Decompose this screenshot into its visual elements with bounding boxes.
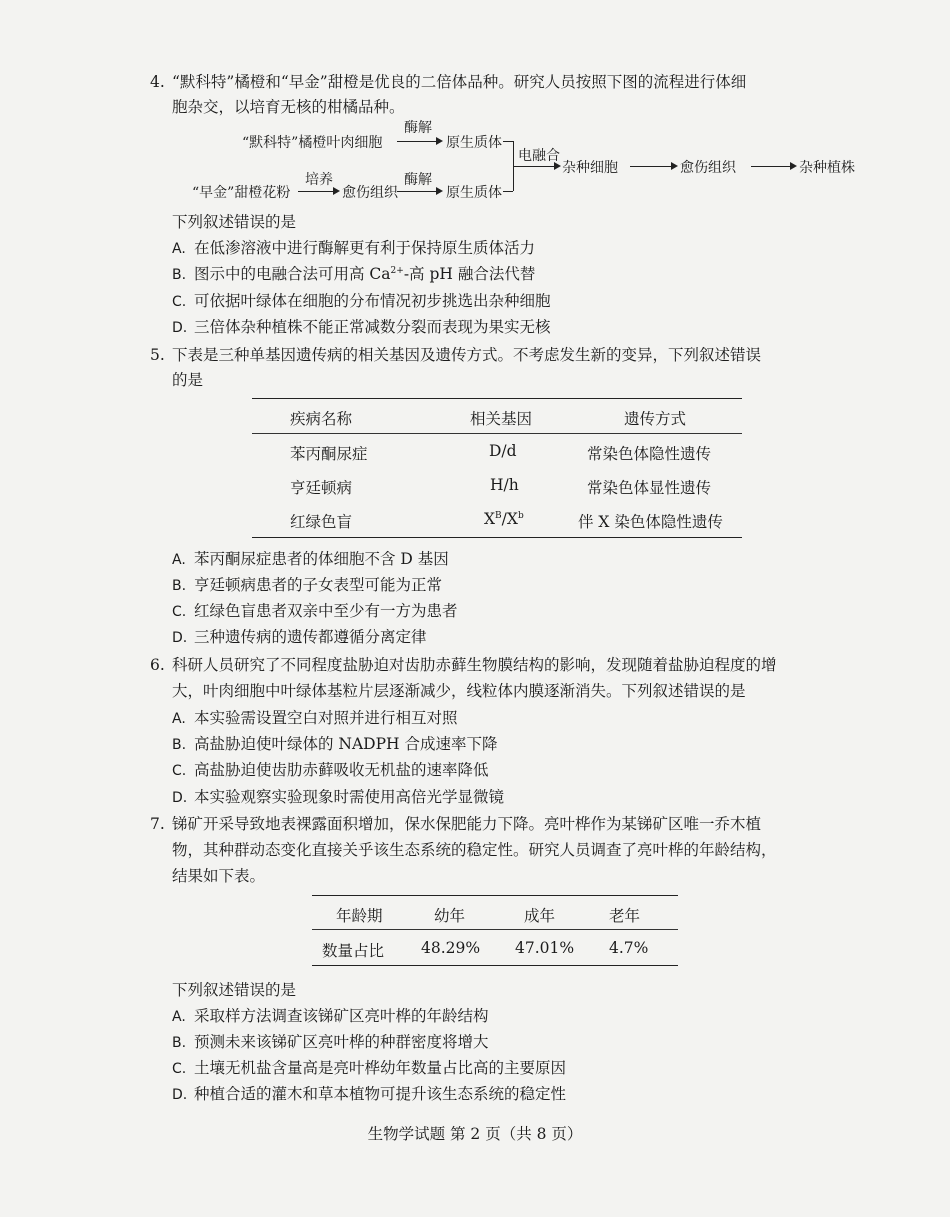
q7-number: 7. bbox=[150, 815, 165, 833]
diagram-hybrid-plant: 杂种植株 bbox=[799, 160, 855, 176]
q4-line2: 胞杂交，以培育无核的柑橘品种。 bbox=[172, 98, 405, 116]
arrow-culture bbox=[298, 191, 338, 192]
q6-option-b-text: 高盐胁迫使叶绿体的 NADPH 合成速率下降 bbox=[194, 735, 498, 753]
diagram-proto2: 原生质体 bbox=[446, 185, 502, 201]
arrow-to-plant bbox=[751, 166, 795, 167]
q5-option-a-text: 苯丙酮尿症患者的体细胞不含 D 基因 bbox=[194, 550, 449, 568]
q4-option-b-key: B. bbox=[172, 267, 187, 283]
q7-header-adult: 成年 bbox=[524, 907, 556, 925]
q7-option-c-key: C. bbox=[172, 1061, 187, 1077]
q4-text1: “默科特”橘橙和“早金”甜橙是优良的二倍体品种。研究人员按照下图的流程进行体细 bbox=[172, 73, 747, 91]
q6-line1 bbox=[150, 653, 777, 675]
q5-row3-disease: 红绿色盲 bbox=[290, 513, 353, 531]
q7-header-old: 老年 bbox=[609, 907, 641, 925]
q4-option-c-text: 可依据叶绿体在细胞的分布情况初步挑选出杂种细胞 bbox=[194, 292, 551, 310]
q4-option-a bbox=[172, 236, 535, 258]
q4-number: 4. bbox=[150, 73, 165, 91]
q4-stem: 下列叙述错误的是 bbox=[172, 213, 297, 231]
q7-table-mid-rule bbox=[312, 929, 678, 930]
arrow-fusion bbox=[513, 166, 559, 167]
q5-header-disease: 疾病名称 bbox=[290, 410, 353, 428]
diagram-proto1: 原生质体 bbox=[446, 135, 502, 151]
q7-header-young: 幼年 bbox=[434, 907, 466, 925]
q7-line3: 结果如下表。 bbox=[172, 867, 266, 885]
q7-option-c-text: 土壤无机盐含量高是亮叶桦幼年数量占比高的主要原因 bbox=[194, 1059, 567, 1077]
q5-line1 bbox=[150, 343, 761, 365]
diagram-enzyme2: 酶解 bbox=[404, 172, 432, 188]
q4-option-b bbox=[172, 262, 535, 284]
diagram-callus-mid: 愈伤组织 bbox=[342, 185, 398, 201]
q5-gene-sup-b: B bbox=[495, 511, 502, 521]
q5-header-gene: 相关基因 bbox=[470, 410, 533, 428]
q4-option-a-text: 在低渗溶液中进行酶解更有利于保持原生质体活力 bbox=[194, 239, 536, 257]
q5-table-bottom-rule bbox=[252, 537, 742, 538]
q6-option-c-key: C. bbox=[172, 763, 187, 779]
q7-row-old: 4.7% bbox=[609, 939, 649, 957]
q4-option-c bbox=[172, 289, 551, 311]
q7-option-a-text: 采取样方法调查该锑矿区亮叶桦的年龄结构 bbox=[194, 1007, 489, 1025]
q7-option-a-key: A. bbox=[172, 1009, 186, 1025]
diagram-enzyme1: 酶解 bbox=[404, 120, 432, 136]
q5-gene-sup-b-small: b bbox=[517, 511, 524, 521]
q5-row3-mode: 伴 X 染色体隐性遗传 bbox=[578, 513, 723, 531]
q7-option-c bbox=[172, 1056, 566, 1078]
q7-line2: 物，其种群动态变化直接关乎该生态系统的稳定性。研究人员调查了亮叶桦的年龄结构， bbox=[172, 841, 777, 859]
q5-option-b-key: B. bbox=[172, 578, 187, 594]
q5-row2-disease: 亨廷顿病 bbox=[290, 479, 353, 497]
q7-stem: 下列叙述错误的是 bbox=[172, 981, 297, 999]
q7-option-b-key: B. bbox=[172, 1035, 187, 1051]
q5-header-mode: 遗传方式 bbox=[624, 410, 687, 428]
q5-row2-gene: H/h bbox=[490, 476, 519, 494]
bracket-bottom bbox=[503, 191, 513, 192]
q7-option-d-text: 种植合适的灌木和草本植物可提升该生态系统的稳定性 bbox=[194, 1085, 567, 1103]
q5-option-a-key: A. bbox=[172, 552, 186, 568]
q5-option-c-key: C. bbox=[172, 604, 187, 620]
arrow-to-callus bbox=[630, 166, 676, 167]
q5-row2-mode: 常染色体显性遗传 bbox=[587, 479, 712, 497]
q5-option-d bbox=[172, 625, 427, 647]
q6-option-d-key: D. bbox=[172, 790, 188, 806]
q7-row-label: 数量占比 bbox=[322, 942, 385, 960]
q6-option-a-text: 本实验需设置空白对照并进行相互对照 bbox=[194, 709, 458, 727]
q4-option-b-text-pre: 图示中的电融合法可用高 Ca bbox=[194, 265, 391, 283]
diagram-hybrid-cell: 杂种细胞 bbox=[562, 160, 618, 176]
q6-number: 6. bbox=[150, 656, 165, 674]
q5-table-mid-rule bbox=[252, 433, 742, 434]
q5-line2: 的是 bbox=[172, 371, 204, 389]
diagram-callus: 愈伤组织 bbox=[680, 160, 736, 176]
q5-number: 5. bbox=[150, 346, 165, 364]
diagram-source2: “早金”甜橙花粉 bbox=[192, 185, 291, 201]
q7-option-d-key: D. bbox=[172, 1087, 188, 1103]
q4-option-b-sup: 2+ bbox=[390, 266, 404, 276]
q7-line1 bbox=[150, 812, 761, 834]
q4-option-d-key: D. bbox=[172, 320, 188, 336]
q5-row3-gene: $X^B/X^b$ bbox=[484, 510, 524, 528]
q5-option-c bbox=[172, 599, 458, 621]
q7-row-young: 48.29% bbox=[421, 939, 481, 957]
q4-option-d bbox=[172, 315, 551, 337]
arrow-enzyme2 bbox=[397, 191, 441, 192]
q4-line1 bbox=[150, 70, 746, 92]
q4-option-c-key: C. bbox=[172, 294, 187, 310]
q7-table-bottom-rule bbox=[312, 965, 678, 966]
q6-option-b bbox=[172, 732, 498, 754]
q5-row1-mode: 常染色体隐性遗传 bbox=[587, 445, 712, 463]
q7-header-age: 年龄期 bbox=[336, 907, 383, 925]
q7-option-d bbox=[172, 1082, 566, 1104]
q5-table-top-rule bbox=[252, 398, 742, 399]
q4-option-b-text-post: -高 pH 融合法代替 bbox=[403, 265, 536, 283]
q6-option-d-text: 本实验观察实验现象时需使用高倍光学显微镜 bbox=[194, 788, 505, 806]
q4-option-a-key: A. bbox=[172, 241, 186, 257]
q5-option-b bbox=[172, 573, 442, 595]
q7-text1: 锑矿开采导致地表裸露面积增加，保水保肥能力下降。亮叶桦作为某锑矿区唯一乔木植 bbox=[172, 815, 762, 833]
q5-row1-disease: 苯丙酮尿症 bbox=[290, 445, 368, 463]
q5-option-d-text: 三种遗传病的遗传都遵循分离定律 bbox=[194, 628, 427, 646]
bracket-top bbox=[503, 141, 513, 142]
q5-text1: 下表是三种单基因遗传病的相关基因及遗传方式。不考虑发生新的变异，下列叙述错误 bbox=[172, 346, 762, 364]
q6-option-b-key: B. bbox=[172, 737, 187, 753]
q6-option-c-text: 高盐胁迫使齿肋赤藓吸收无机盐的速率降低 bbox=[194, 761, 489, 779]
q6-line2: 大，叶肉细胞中叶绿体基粒片层逐渐减少，线粒体内膜逐渐消失。下列叙述错误的是 bbox=[172, 682, 746, 700]
q5-option-b-text: 亨廷顿病患者的子女表型可能为正常 bbox=[194, 576, 443, 594]
q7-option-b bbox=[172, 1030, 489, 1052]
diagram-culture: 培养 bbox=[305, 172, 333, 188]
arrow-enzyme1 bbox=[397, 141, 441, 142]
q6-option-d bbox=[172, 785, 504, 807]
q6-option-a-key: A. bbox=[172, 711, 186, 727]
diagram-fusion: 电融合 bbox=[518, 148, 560, 164]
q7-row-adult: 47.01% bbox=[515, 939, 575, 957]
q7-option-a bbox=[172, 1004, 489, 1026]
q6-option-c bbox=[172, 758, 489, 780]
q6-option-a bbox=[172, 706, 458, 728]
page-footer: 生物学试题 第 2 页（共 8 页） bbox=[367, 1125, 583, 1143]
q7-option-b-text: 预测未来该锑矿区亮叶桦的种群密度将增大 bbox=[194, 1033, 489, 1051]
diagram-source1: “默科特”橘橙叶肉细胞 bbox=[242, 135, 383, 151]
q5-option-c-text: 红绿色盲患者双亲中至少有一方为患者 bbox=[194, 602, 458, 620]
q5-row1-gene: D/d bbox=[489, 442, 517, 460]
q6-text1: 科研人员研究了不同程度盐胁迫对齿肋赤藓生物膜结构的影响，发现随着盐胁迫程度的增 bbox=[172, 656, 777, 674]
q5-option-d-key: D. bbox=[172, 630, 188, 646]
q7-table-top-rule bbox=[312, 895, 678, 896]
q5-option-a bbox=[172, 547, 449, 569]
q4-option-d-text: 三倍体杂种植株不能正常减数分裂而表现为果实无核 bbox=[194, 318, 551, 336]
